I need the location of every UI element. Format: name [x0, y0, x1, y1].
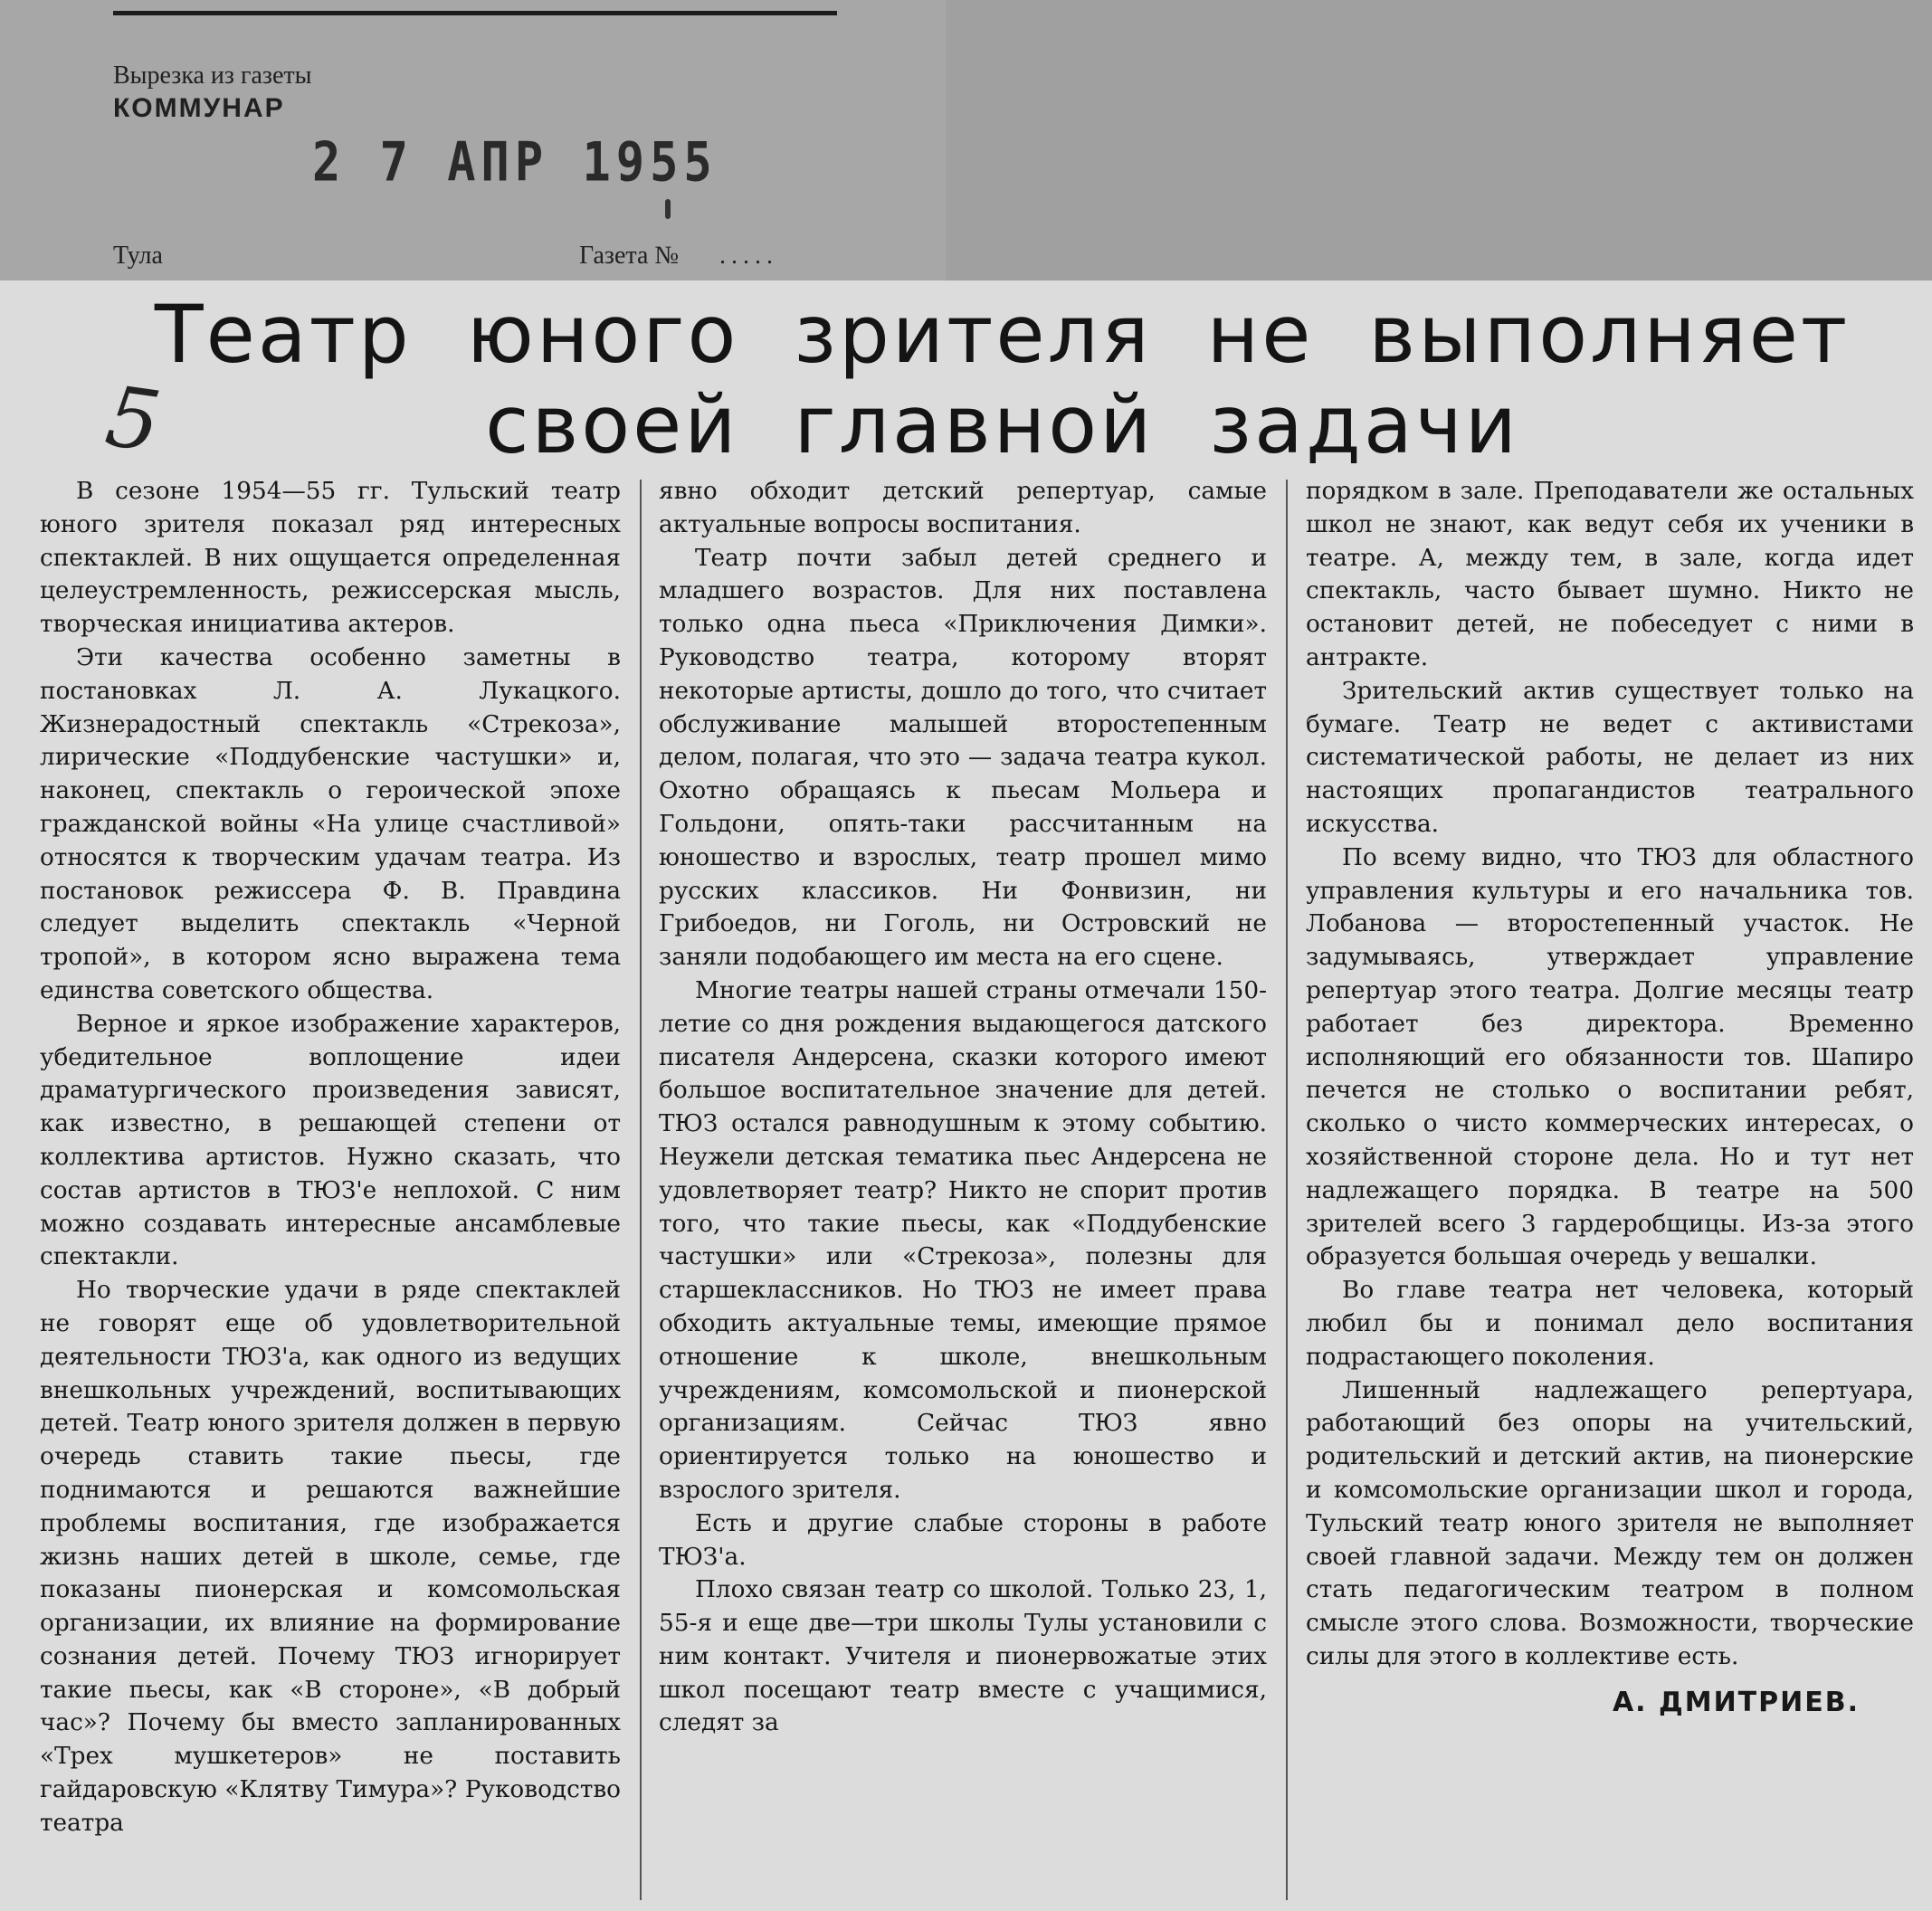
paragraph: Но творческие удачи в ряде спектаклей не говорят еще об удовлетворительной деятельности ТЮЗ'а, как одного из ведущих внешкольных учреждений, воспитывающих детей. Театр юного зрителя должен в первую очередь ставить такие пьесы, где поднимаются и решаются важнейшие проблемы воспитания, где изображается жизнь наших детей в школе, семье, где показаны пионерская и комсомольская организации, их влияние на формирование сознания детей. Почему ТЮЗ игнорирует такие пьесы, как «В стороне», «В добрый час»? Почему бы вместо запланированных «Трех мушкетеров» не поставить гайдаровскую «Клятву Тимура»? Руководство театра [40, 1277, 621, 1837]
date-stamp: 2 7 АПР 1955 [312, 131, 718, 195]
paragraph: Во главе театра нет человека, который любил бы и понимал дело воспитания подрастающего поколения. [1306, 1277, 1914, 1371]
paragraph: порядком в зале. Преподаватели же остальных школ не знают, как ведут себя их ученики в театре. А, между тем, в зале, когда идет спектакль, часто бывает шумно. Никто не остановит детей, не побеседует с ними в антракте. [1306, 478, 1914, 671]
column-divider [640, 480, 642, 1900]
paragraph: Театр почти забыл детей среднего и младшего возрастов. Для них поставлена только одна пьеса «Приключения Димки». Руководство театра, которому вторят некоторые артисты, дошло до того, что считает обслуживание малышей второстепенным делом, полагая, что это — задача театра кукол. Охотно обращаясь к пьесам Мольера и Гольдони, опять-таки рассчитанным на юношество и взрослых, театр прошел мимо русских классиков. Ни Фонвизин, ни Грибоедов, ни Гоголь, ни Островский не заняли подобающего им места на его сцене. [659, 544, 1267, 972]
paragraph: В сезоне 1954—55 гг. Тульский театр юного зрителя показал ряд интересных спектаклей. В них ощущается определенная целеустремленность, режиссерская мысль, творческая инициатива актеров. [40, 478, 621, 639]
paragraph: Верное и яркое изображение характеров, убедительное воплощение идеи драматургического произведения зависят, как известно, в решающей степени от коллектива артистов. Нужно сказать, что состав артистов в ТЮЗ'е неплохой. С ним можно создавать интересные ансамблевые спектакли. [40, 1010, 621, 1271]
paragraph: Есть и другие слабые стороны в работе ТЮЗ'а. [659, 1509, 1267, 1571]
background-board [946, 0, 1932, 280]
pencil-mark [665, 199, 671, 219]
article-column-3 [1306, 475, 1914, 1905]
article-column-2 [659, 475, 1267, 1905]
issue-label: Газета № [579, 242, 680, 270]
newspaper-name: КОММУНАР [113, 93, 285, 123]
paragraph: Эти качества особенно заметны в постановках Л. А. Лукацкого. Жизнерадостный спектакль «Стрекоза», лирические «Поддубенские частушки» и, наконец, спектакль о героической эпохе гражданской войны «На улице счастливой» относятся к творческим удачам театра. Из постановок режиссера Ф. В. Правдина следует выделить спектакль «Черной тропой», в котором ясно выражена тема единства советского общества. [40, 643, 621, 1004]
column-divider [1286, 480, 1288, 1900]
paragraph: По всему видно, что ТЮЗ для областного управления культуры и его начальника тов. Лобанова — второстепенный участок. Не задумываясь, утверждает управление репертуар этого театра. Долгие месяцы театр работает без директора. Временно исполняющий его обязанности тов. Шапиро печется не столько о воспитании ребят, сколько о чисто коммерческих интересах, о хозяйственной стороне дела. Но и тут нет надлежащего порядка. В театре на 500 зрителей всего 3 гардеробщицы. Из-за этого образуется большая очередь у вешалки. [1306, 843, 1914, 1271]
headline-line-1: Театр юного зрителя не выполняет [154, 288, 1851, 381]
paragraph: Лишенный надлежащего репертуара, работающий без опоры на учительский, родительский и детский актив, на пионерские и комсомольские организации школ и города, Тульский театр юного зрителя не выполняет своей главной задачи. Между тем он должен стать педагогическим театром в полном смысле этого слова. Возможности, творческие силы для этого в коллективе есть. [1306, 1376, 1914, 1670]
headline-line-2: своей главной задачи [485, 378, 1519, 471]
paragraph: Плохо связан театр со школой. Только 23, 1, 55-я и еще две—три школы Тулы установили с ним контакт. Учителя и пионервожатые этих школ посещают театр вместе с учащимися, следят за [659, 1576, 1267, 1737]
paragraph: явно обходит детский репертуар, самые актуальные вопросы воспитания. [659, 478, 1267, 538]
issue-number-blank: ..... [719, 242, 778, 270]
city-label: Тула [113, 242, 163, 270]
paragraph: Многие театры нашей страны отмечали 150-летие со дня рождения выдающегося датского писателя Андерсена, сказки которого имеют большое воспитательное значение для детей. ТЮЗ остался равнодушным к этому событию. Неужели детская тематика пьес Андерсена не удовлетворяет театр? Никто не спорит против того, что такие пьесы, как «Поддубенские частушки» или «Стрекоза», полезны для старшеклассников. Но ТЮЗ не имеет права обходить актуальные темы, имеющие прямое отношение к школе, внешкольным учреждениям, комсомольской и пионерской организациям. Сейчас ТЮЗ явно ориентируется только на юношество и взрослого зрителя. [659, 976, 1267, 1504]
article-column-1 [40, 475, 621, 1905]
clipping-source-label: Вырезка из газеты [113, 62, 312, 90]
label-top-rule [113, 11, 837, 15]
paragraph: Зрительский актив существует только на бумаге. Театр не ведет с активистами систематической работы, не делает из них настоящих пропагандистов театрального искусства. [1306, 677, 1914, 838]
author-signature: А. ДМИТРИЕВ. [1612, 1686, 1860, 1718]
handwritten-margin-number: 5 [100, 367, 167, 471]
